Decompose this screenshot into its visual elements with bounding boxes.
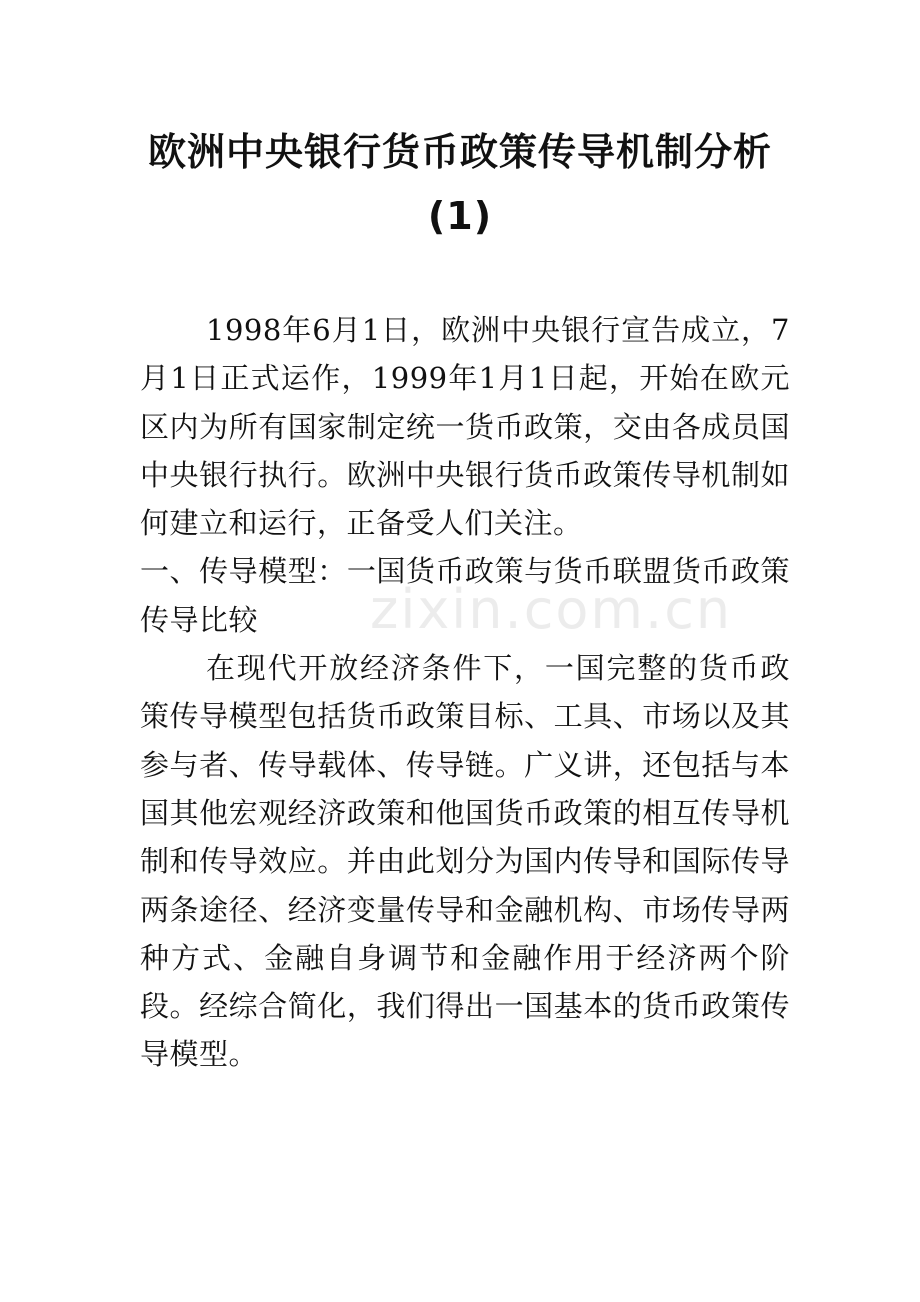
document-title: 欧洲中央银行货币政策传导机制分析(1) bbox=[147, 130, 772, 238]
watermark: zixin.com.cn bbox=[370, 578, 733, 641]
paragraph-model: 在现代开放经济条件下，一国完整的货币政策传导模型包括货币政策目标、工具、市场以及其参与者、传导载体、传导链。广义讲，还包括与本国其他宏观经济政策和他国货币政策的相互传导机制和传导效应。并由此划分为国内传导和国际传导两条途径、经济变量传导和金融机构、市场传导两种方式、金融自身调节和金融作用于经济两个阶段。经综合简化，我们得出一国基本的货币政策传导模型。 bbox=[140, 651, 790, 1072]
section-heading: 一、传导模型：一国货币政策与货币联盟货币政策传导比较 bbox=[140, 554, 790, 637]
document-body bbox=[140, 306, 790, 1079]
paragraph-intro: 1998年6月1日，欧洲中央银行宣告成立，7月1日正式运作，1999年1月1日起，开始在欧元区内为所有国家制定统一货币政策，交由各成员国中央银行执行。欧洲中央银行货币政策传导机制如何建立和运行，正备受人们关注。 bbox=[140, 313, 790, 541]
